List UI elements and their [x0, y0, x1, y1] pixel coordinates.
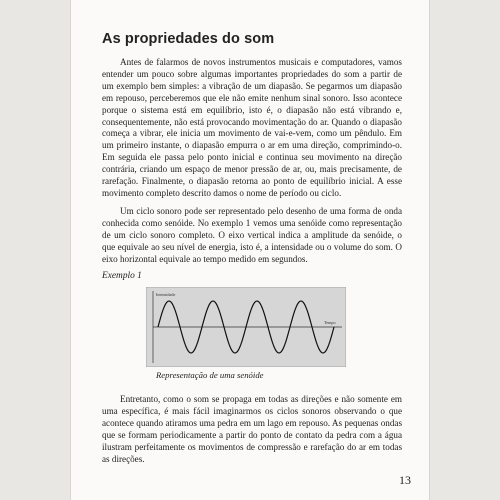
figure-caption: Representação de uma senóide — [156, 370, 264, 381]
sine-wave-figure — [146, 287, 346, 380]
paragraph-3: Entretanto, como o som se propaga em todas as direções e não somente em uma específica, é mais fácil imaginarmos os ciclos sonoros observando o que acontece quando atiramos uma pedra em um lago em repouso. As pequenas ondas que se formam periodicamente a partir do ponto de contato da pedra com a água ilustram perfeitamente os movimentos de compressão e rarefação do ar em todas as direções. — [102, 394, 402, 464]
paragraph-1: Antes de falarmos de novos instrumentos musicais e computadores, vamos entender um pouco sobre algumas importantes propriedades do som a partir de um exemplo bem simples: a vibração de um diapasão. Se pegarmos um diapasão em repouso, perceberemos que ele não emite nenhum sinal sonoro. Isso acontece porque o sistema está em equilíbrio, isto é, o diapasão não está vibrando e, consequentemente, não está provocando movimentação do ar. Quando o diapasão começa a vibrar, ele inicia um movimento de vai-e-vem, como um pêndulo. Em um primeiro instante, o diapasão empurra o ar em uma direção, comprimindo-o. Em seguida ele passa pelo ponto inicial e continua seu movimento na direção contrária, criando um espaço de menor pressão de ar, ou, mais precisamente, de rarefação. Finalmente, o diapasão retorna ao ponto de equilíbrio inicial. A esse movimento completo descrito damos o nome de período ou ciclo. — [102, 57, 402, 198]
book-page — [71, 0, 429, 500]
x-axis-label: Tempo — [324, 320, 336, 326]
page-number: 13 — [399, 473, 411, 487]
example-label: Exemplo 1 — [102, 271, 142, 282]
section-title: As propriedades do som — [102, 31, 275, 47]
sine-wave-plot — [146, 287, 346, 367]
y-axis-label: Intensidade — [156, 292, 176, 298]
page-content — [102, 31, 402, 472]
paragraph-2: Um ciclo sonoro pode ser representado pelo desenho de uma forma de onda conhecida como senóide. No exemplo 1 vemos uma senóide como representação de um ciclo sonoro completo. O eixo vertical indica a amplitude da senóide, o que equivale ao seu nível de energia, isto é, a intensidade ou o volume do som. O eixo horizontal equivale ao tempo medido em segundos. — [102, 205, 402, 264]
